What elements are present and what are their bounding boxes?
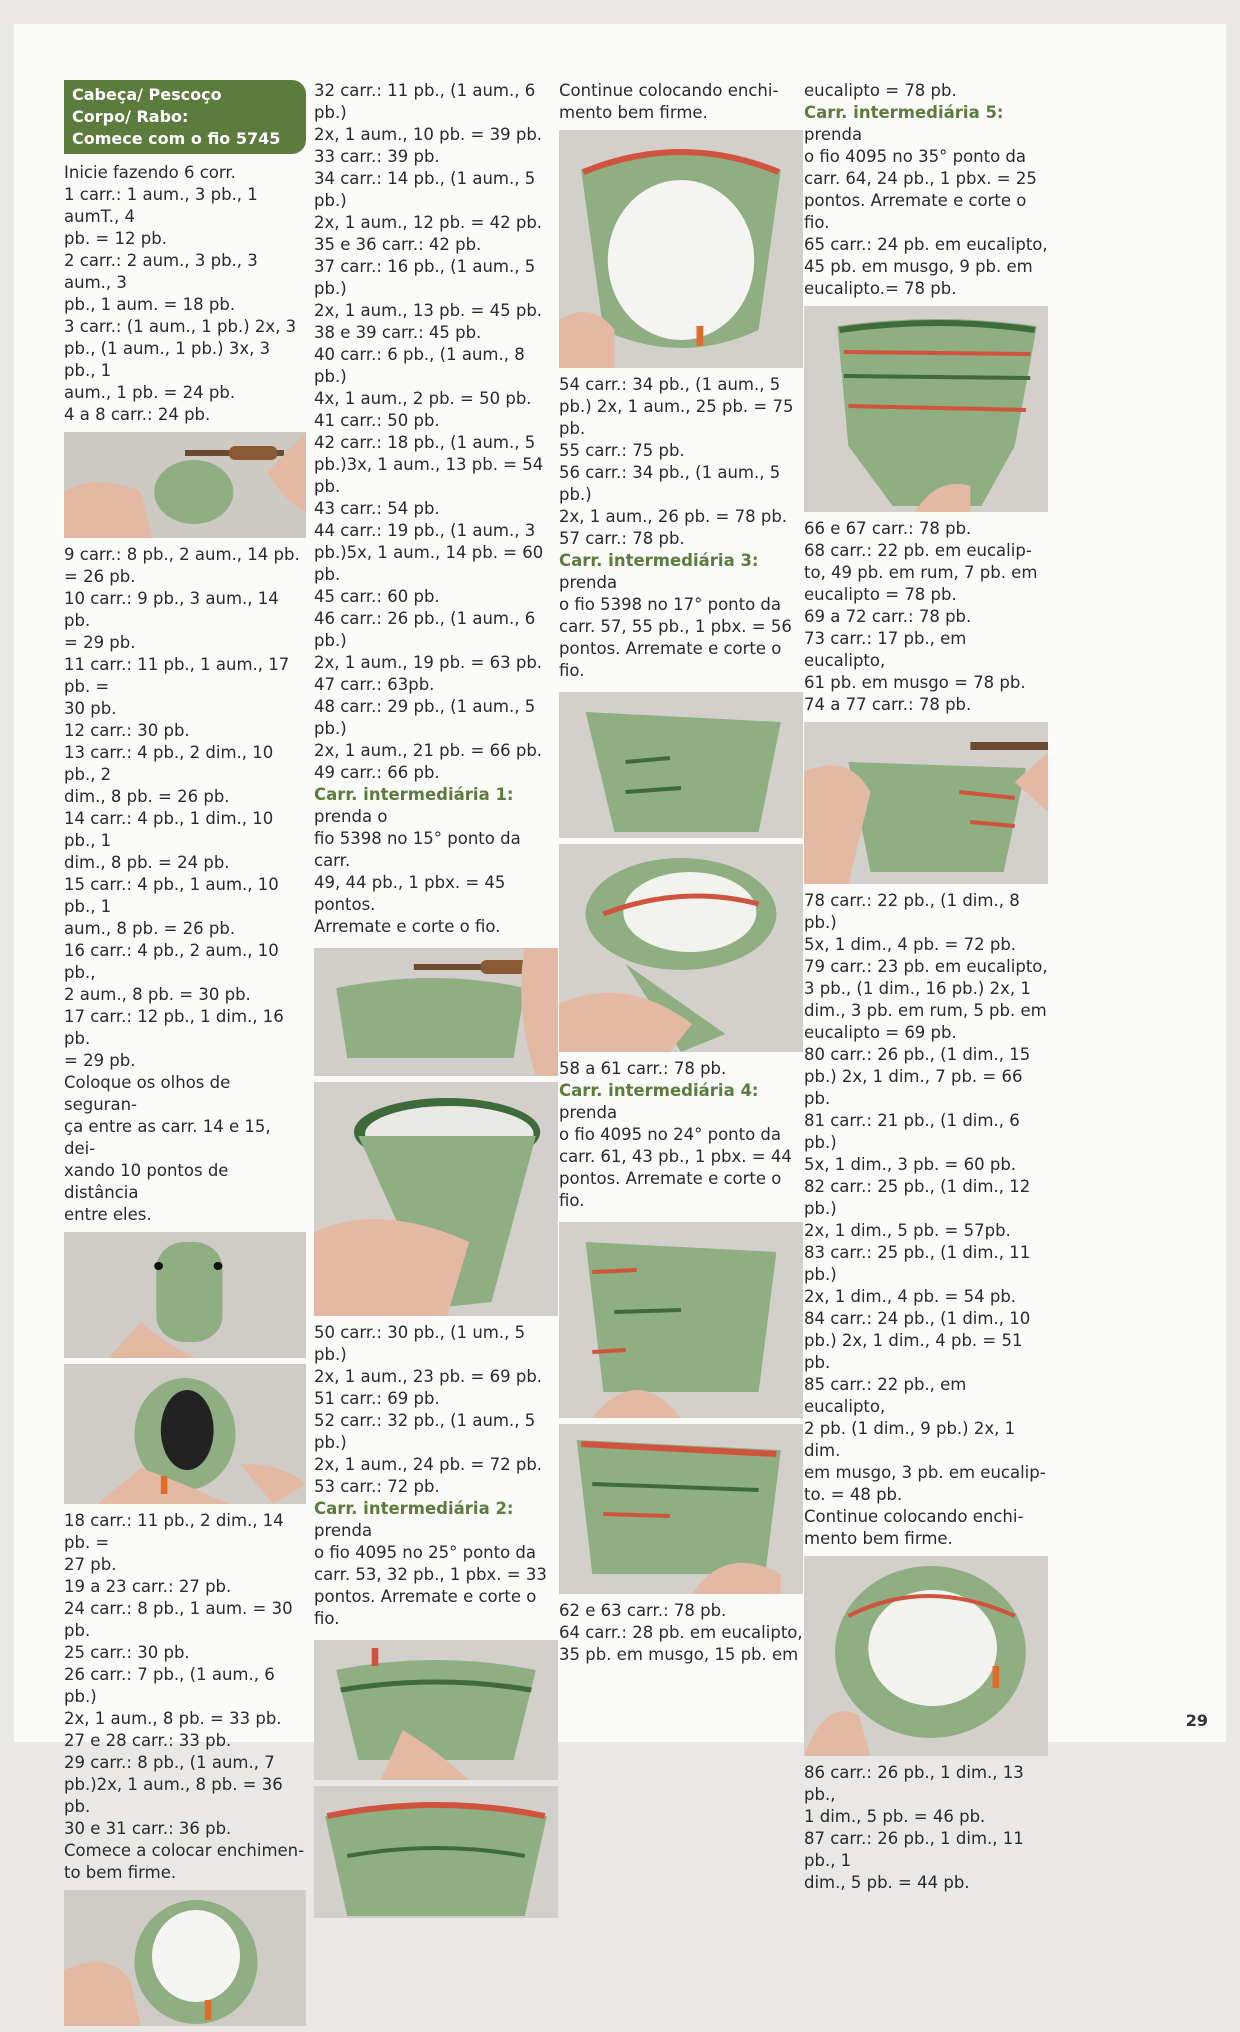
instruction-line: pb., 1 aum. = 18 pb. [64, 295, 236, 314]
instruction-line: prenda [314, 1521, 373, 1540]
instruction-line: fio 5398 no 15° ponto da carr. [314, 829, 521, 870]
magazine-page [14, 24, 1226, 1892]
instruction-line: 15 carr.: 4 pb., 1 aum., 10 pb., 1 [64, 875, 279, 916]
photo-filling-start [64, 1890, 306, 2026]
instruction-line: = 29 pb. [64, 633, 136, 652]
instruction-line: 1 dim., 5 pb. = 46 pb. [804, 1807, 986, 1826]
instructions-block [314, 80, 558, 784]
instruction-line: pb., (1 aum., 1 pb.) 3x, 3 pb., 1 [64, 339, 271, 380]
instruction-line: 16 carr.: 4 pb., 2 aum., 10 pb., [64, 941, 279, 982]
photo-body-stripe [314, 1640, 558, 1780]
instruction-line: 62 e 63 carr.: 78 pb. [559, 1601, 727, 1620]
instruction-line: 2x, 1 aum., 23 pb. = 69 pb. [314, 1367, 543, 1386]
instruction-line: 86 carr.: 26 pb., 1 dim., 13 pb., [804, 1763, 1024, 1804]
instruction-line: 80 carr.: 26 pb., (1 dim., 15 [804, 1045, 1031, 1064]
instruction-line: 27 pb. [64, 1555, 117, 1574]
instruction-line: Continue colocando enchi- [559, 81, 779, 100]
instruction-line: o fio 4095 no 25° ponto da [314, 1543, 537, 1562]
instruction-line: Comece a colocar enchimen- [64, 1841, 305, 1860]
instruction-line: em musgo, 3 pb. em eucalip- [804, 1463, 1046, 1482]
instruction-line: dim., 8 pb. = 26 pb. [64, 787, 230, 806]
photo-body-stripes [559, 1222, 803, 1418]
instruction-line: 29 carr.: 8 pb., (1 aum., 7 [64, 1753, 275, 1772]
instruction-line: 2 pb. (1 dim., 9 pb.) 2x, 1 dim. [804, 1419, 1016, 1460]
photo-body-side [559, 692, 803, 838]
instruction-line: 9 carr.: 8 pb., 2 aum., 14 pb. [64, 545, 300, 564]
instruction-line: 14 carr.: 4 pb., 1 dim., 10 pb., 1 [64, 809, 274, 850]
instruction-line: entre eles. [64, 1205, 152, 1224]
instruction-line: aum., 1 pb. = 24 pb. [64, 383, 236, 402]
instruction-line: 32 carr.: 11 pb., (1 aum., 6 pb.) [314, 81, 536, 122]
instructions-block [804, 80, 1048, 102]
page-number: 29 [1185, 1711, 1208, 1730]
instruction-line: fio. [804, 213, 830, 232]
instruction-line: 2x, 1 aum., 21 pb. = 66 pb. [314, 741, 543, 760]
instruction-line: 2x, 1 dim., 5 pb. = 57pb. [804, 1221, 1011, 1240]
instruction-line: dim., 8 pb. = 24 pb. [64, 853, 230, 872]
instructions-block [804, 234, 1048, 300]
instruction-line: 82 carr.: 25 pb., (1 dim., 12 pb.) [804, 1177, 1031, 1218]
instruction-line: 2x, 1 aum., 26 pb. = 78 pb. [559, 507, 788, 526]
instruction-line: pb.) 2x, 1 aum., 25 pb. = 75 pb. [559, 397, 794, 438]
instruction-line: 2x, 1 aum., 10 pb. = 39 pb. [314, 125, 543, 144]
instruction-line: 30 e 31 carr.: 36 pb. [64, 1819, 232, 1838]
photo-body-top-red [559, 844, 803, 1052]
instruction-line: 68 carr.: 22 pb. em eucalip- [804, 541, 1032, 560]
photo-body-decrease [804, 722, 1048, 884]
instruction-line: 74 a 77 carr.: 78 pb. [804, 695, 972, 714]
instruction-line: pb.) 2x, 1 dim., 7 pb. = 66 pb. [804, 1067, 1023, 1108]
instruction-line: 3 pb., (1 dim., 16 pb.) 2x, 1 [804, 979, 1031, 998]
instruction-line: 49 carr.: 66 pb. [314, 763, 440, 782]
instruction-line: pb.)5x, 1 aum., 14 pb. = 60 pb. [314, 543, 544, 584]
photo-body-red-edge [314, 1786, 558, 1918]
instruction-line: o fio 4095 no 24° ponto da [559, 1125, 782, 1144]
title-line: Cabeça/ Pescoço [72, 85, 222, 104]
instruction-line: prenda o [314, 807, 388, 826]
instruction-line: 61 pb. em musgo = 78 pb. [804, 673, 1026, 692]
instructions-block [559, 374, 803, 550]
instruction-line: 66 e 67 carr.: 78 pb. [804, 519, 972, 538]
instructions-block [314, 1322, 558, 1498]
instruction-line: o fio 5398 no 17° ponto da [559, 595, 782, 614]
title-line: Corpo/ Rabo: [72, 107, 189, 126]
instruction-line: 41 carr.: 50 pb. [314, 411, 440, 430]
photo-body-multistripe [804, 306, 1048, 512]
instruction-line: mento bem firme. [804, 1529, 953, 1548]
instruction-line: = 26 pb. [64, 567, 136, 586]
instruction-line: to, 49 pb. em rum, 7 pb. em [804, 563, 1038, 582]
instruction-line: Continue colocando enchi- [804, 1507, 1024, 1526]
instruction-line: 2x, 1 aum., 24 pb. = 72 pb. [314, 1455, 543, 1474]
instruction-line: eucalipto = 78 pb. [804, 585, 957, 604]
instruction-line: 4 a 8 carr.: 24 pb. [64, 405, 211, 424]
instructions-block [804, 1762, 1048, 1894]
column-3 [559, 80, 803, 1666]
photo-head-inside [64, 1364, 306, 1504]
instruction-line: 11 carr.: 11 pb., 1 aum., 17 pb. = [64, 655, 290, 696]
instruction-line: 84 carr.: 24 pb., (1 dim., 10 [804, 1309, 1031, 1328]
instruction-line: 19 a 23 carr.: 27 pb. [64, 1577, 232, 1596]
instruction-line: 38 e 39 carr.: 45 pb. [314, 323, 482, 342]
instructions-block [64, 1510, 306, 1884]
instruction-line: 30 pb. [64, 699, 117, 718]
instruction-line: 64 carr.: 28 pb. em eucalipto, [559, 1623, 803, 1642]
instruction-line: 51 carr.: 69 pb. [314, 1389, 440, 1408]
instructions-block [559, 1058, 803, 1080]
instruction-line: 2 carr.: 2 aum., 3 pb., 3 aum., 3 [64, 251, 258, 292]
instruction-line: 2x, 1 aum., 13 pb. = 45 pb. [314, 301, 543, 320]
instruction-line: 73 carr.: 17 pb., em eucalipto, [804, 629, 967, 670]
instruction-line: carr. 61, 43 pb., 1 pbx. = 44 [559, 1147, 792, 1166]
instruction-line: 54 carr.: 34 pb., (1 aum., 5 [559, 375, 781, 394]
instruction-line: eucalipto.= 78 pb. [804, 279, 957, 298]
instruction-line: pontos. Arremate e corte o fio. [559, 639, 782, 680]
instruction-line: = 29 pb. [64, 1051, 136, 1070]
instruction-line: pontos. Arremate e corte o fio. [314, 1587, 537, 1628]
instruction-line: 24 carr.: 8 pb., 1 aum. = 30 pb. [64, 1599, 293, 1640]
instruction-line: 5x, 1 dim., 3 pb. = 60 pb. [804, 1155, 1017, 1174]
instruction-line: 48 carr.: 29 pb., (1 aum., 5 pb.) [314, 697, 536, 738]
instruction-line: 5x, 1 dim., 4 pb. = 72 pb. [804, 935, 1017, 954]
instruction-line: 33 carr.: 39 pb. [314, 147, 440, 166]
instruction-line: 83 carr.: 25 pb., (1 dim., 11 pb.) [804, 1243, 1031, 1284]
instruction-line: 27 e 28 carr.: 33 pb. [64, 1731, 232, 1750]
instruction-line: 18 carr.: 11 pb., 2 dim., 14 pb. = [64, 1511, 284, 1552]
instruction-line: 25 carr.: 30 pb. [64, 1643, 190, 1662]
instruction-line: 45 carr.: 60 pb. [314, 587, 440, 606]
instruction-line: 35 e 36 carr.: 42 pb. [314, 235, 482, 254]
instruction-line: eucalipto = 78 pb. [804, 81, 957, 100]
photo-body-filled [559, 130, 803, 368]
instruction-line: carr. 53, 32 pb., 1 pbx. = 33 [314, 1565, 547, 1584]
instruction-line: 12 carr.: 30 pb. [64, 721, 190, 740]
instruction-line: 45 pb. em musgo, 9 pb. em [804, 257, 1033, 276]
instruction-line: 78 carr.: 22 pb., (1 dim., 8 pb.) [804, 891, 1020, 932]
instruction-line: 35 pb. em musgo, 15 pb. em [559, 1645, 799, 1664]
instruction-line: pontos. Arremate e corte o fio. [559, 1169, 782, 1210]
intermediate-row-2: Carr. intermediária 2: prenda o fio 4095 no 25° ponto da carr. 53, 32 pb., 1 pbx. = 33 pontos. Arremate e corte o fio. [314, 1499, 547, 1628]
intermediate-row-5: Carr. intermediária 5: prenda o fio 4095 no 35° ponto da carr. 64, 24 pb., 1 pbx. = 25 pontos. Arremate e corte o fio. [804, 103, 1037, 232]
instruction-line: 57 carr.: 78 pb. [559, 529, 685, 548]
instruction-line: 42 carr.: 18 pb., (1 aum., 5 [314, 433, 536, 452]
instruction-line: 44 carr.: 19 pb., (1 aum., 3 [314, 521, 536, 540]
instruction-line: pontos. Arremate e corte o [804, 191, 1027, 210]
instruction-line: Arremate e corte o fio. [314, 917, 501, 936]
instruction-line: 17 carr.: 12 pb., 1 dim., 16 pb. [64, 1007, 284, 1048]
instruction-line: 2x, 1 dim., 4 pb. = 54 pb. [804, 1287, 1017, 1306]
instruction-line: ça entre as carr. 14 e 15, dei- [64, 1117, 271, 1158]
instruction-line: Coloque os olhos de seguran- [64, 1073, 231, 1114]
instruction-line: carr. 57, 55 pb., 1 pbx. = 56 [559, 617, 792, 636]
instruction-line: 49, 44 pb., 1 pbx. = 45 pontos. [314, 873, 506, 914]
instruction-line: 47 carr.: 63pb. [314, 675, 435, 694]
instructions-block [804, 518, 1048, 716]
instruction-line: Inicie fazendo 6 corr. [64, 163, 236, 182]
intermediate-row-3: Carr. intermediária 3: prenda o fio 5398 no 17° ponto da carr. 57, 55 pb., 1 pbx. = 56 pontos. Arremate e corte o fio. [559, 551, 792, 680]
instruction-line: 2x, 1 aum., 19 pb. = 63 pb. [314, 653, 543, 672]
title-line: Comece com o fio 5745 [72, 129, 281, 148]
instruction-line: 2 aum., 8 pb. = 30 pb. [64, 985, 251, 1004]
instruction-line: 46 carr.: 26 pb., (1 aum., 6 pb.) [314, 609, 536, 650]
instruction-line: 10 carr.: 9 pb., 3 aum., 14 pb. [64, 589, 279, 630]
instruction-line: 37 carr.: 16 pb., (1 aum., 5 pb.) [314, 257, 536, 298]
instruction-line: mento bem firme. [559, 103, 708, 122]
instruction-line: xando 10 pontos de distância [64, 1161, 229, 1202]
column-2 [314, 80, 558, 1924]
photo-body-cone [314, 1082, 558, 1316]
instruction-line: 69 a 72 carr.: 78 pb. [804, 607, 972, 626]
instruction-line: 56 carr.: 34 pb., (1 aum., 5 pb.) [559, 463, 781, 504]
instructions-block [559, 80, 803, 124]
instruction-line: prenda [559, 573, 618, 592]
instruction-line: carr. 64, 24 pb., 1 pbx. = 25 [804, 169, 1037, 188]
photo-body-hook [314, 948, 558, 1076]
instruction-line: 85 carr.: 22 pb., em eucalipto, [804, 1375, 967, 1416]
instruction-line: 58 a 61 carr.: 78 pb. [559, 1059, 727, 1078]
instruction-line: 34 carr.: 14 pb., (1 aum., 5 pb.) [314, 169, 536, 210]
column-1 [64, 80, 306, 2032]
instruction-line: dim., 3 pb. em rum, 5 pb. em [804, 1001, 1047, 1020]
instructions-block [559, 1600, 803, 1666]
instruction-line: 43 carr.: 54 pb. [314, 499, 440, 518]
photo-body-closing [804, 1556, 1048, 1756]
instruction-line: eucalipto = 69 pb. [804, 1023, 957, 1042]
instruction-line: 55 carr.: 75 pb. [559, 441, 685, 460]
photo-ball-start [64, 432, 306, 538]
instruction-line: 26 carr.: 7 pb., (1 aum., 6 pb.) [64, 1665, 275, 1706]
instruction-line: 87 carr.: 26 pb., 1 dim., 11 pb., 1 [804, 1829, 1024, 1870]
intermediate-row-1: Carr. intermediária 1: prenda o fio 5398 no 15° ponto da carr. 49, 44 pb., 1 pbx. = 45 pontos. Arremate e corte o fio. [314, 785, 521, 936]
instruction-line: pb.)2x, 1 aum., 8 pb. = 36 pb. [64, 1775, 283, 1816]
instruction-line: 53 carr.: 72 pb. [314, 1477, 440, 1496]
instruction-line: 3 carr.: (1 aum., 1 pb.) 2x, 3 [64, 317, 297, 336]
column-4 [804, 80, 1048, 1894]
photo-head-eyes [64, 1232, 306, 1358]
instruction-line: prenda [559, 1103, 618, 1122]
instruction-line: 81 carr.: 21 pb., (1 dim., 6 pb.) [804, 1111, 1020, 1152]
instruction-line: pb. = 12 pb. [64, 229, 167, 248]
instruction-line: pb.)3x, 1 aum., 13 pb. = 54 pb. [314, 455, 544, 496]
instruction-line: o fio 4095 no 35° ponto da [804, 147, 1027, 166]
instructions-block [804, 890, 1048, 1550]
instruction-line: to bem firme. [64, 1863, 177, 1882]
instruction-line: 52 carr.: 32 pb., (1 aum., 5 pb.) [314, 1411, 536, 1452]
instruction-line: 79 carr.: 23 pb. em eucalipto, [804, 957, 1048, 976]
intermediate-row-4: Carr. intermediária 4: prenda o fio 4095 no 24° ponto da carr. 61, 43 pb., 1 pbx. = 44 pontos. Arremate e corte o fio. [559, 1081, 792, 1210]
instruction-line: 2x, 1 aum., 12 pb. = 42 pb. [314, 213, 543, 232]
instruction-line: 13 carr.: 4 pb., 2 dim., 10 pb., 2 [64, 743, 274, 784]
instruction-line: 40 carr.: 6 pb., (1 aum., 8 pb.) [314, 345, 525, 386]
instructions-block [64, 162, 306, 426]
instruction-line: dim., 5 pb. = 44 pb. [804, 1873, 970, 1892]
instruction-line: 1 carr.: 1 aum., 3 pb., 1 aumT., 4 [64, 185, 258, 226]
instruction-line: 2x, 1 aum., 8 pb. = 33 pb. [64, 1709, 282, 1728]
photo-body-stripes-2 [559, 1424, 803, 1594]
instruction-line: 50 carr.: 30 pb., (1 um., 5 pb.) [314, 1323, 526, 1364]
instructions-block [64, 544, 306, 1226]
instruction-line: to. = 48 pb. [804, 1485, 903, 1504]
instruction-line: pb.) 2x, 1 dim., 4 pb. = 51 pb. [804, 1331, 1023, 1372]
instruction-line: 65 carr.: 24 pb. em eucalipto, [804, 235, 1048, 254]
instruction-line: 4x, 1 aum., 2 pb. = 50 pb. [314, 389, 532, 408]
instruction-line: aum., 8 pb. = 26 pb. [64, 919, 236, 938]
section-title [64, 80, 306, 154]
instruction-line: prenda [804, 125, 863, 144]
